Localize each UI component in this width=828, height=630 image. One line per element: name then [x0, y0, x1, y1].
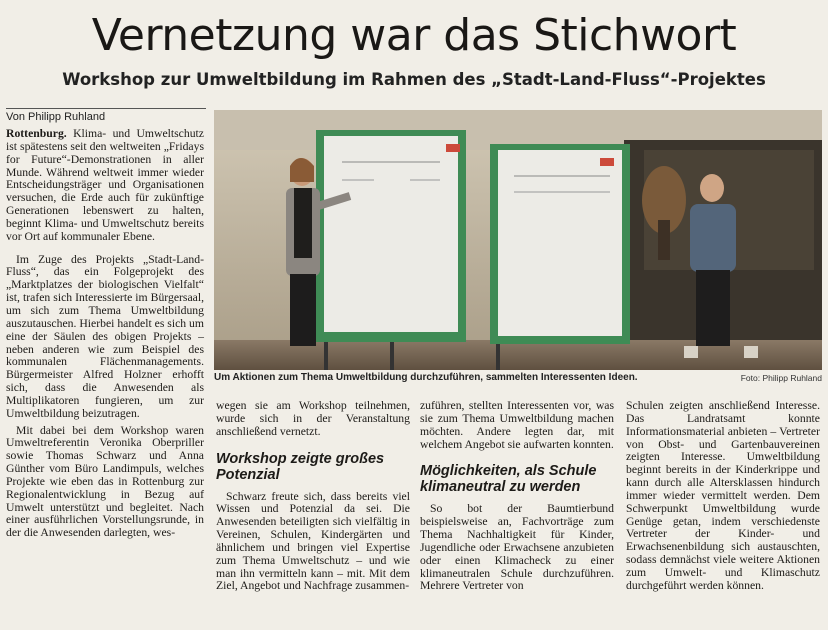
paragraph: Schulen zeigten anschließend Interesse. Das Landratsamt konnte Informationsmaterial anbieten – Vertreter von Obst- und Gartenbauvereinen zeigten Interesse. Umweltbildung beginnt bereits in der Kinderkrippe und kann durch alle Altersklassen hindurch immer wieder vermittelt werden. Dem Schwerpunkt Umweltbildung wurde Genüge getan, indem verschiedenste Vertreter der Kinder- und Erwachsenenbildung sich austauschten, sodass demnächst viele weitere Aktionen zum Umwelt- und Klimaschutz durchgeführt werden können. — [626, 399, 820, 592]
column-1 — [6, 128, 204, 540]
paragraph: zuführen, stellten Interessenten vor, was sie zum Thema Umweltbildung machen möchten. Andere legten dar, mit welchem Angebot sie aufwarten konnten. — [420, 399, 614, 451]
lead-text: Klima- und Umweltschutz ist spätestens seit den weltweiten „Fridays for Future“-Demonstrationen in aller Munde. Während weltweit immer wieder Entscheidungsträger und Organisationen versuchen, die Erde auch für zukünftige Generationen lebenswert zu halten, beginnt Klima- und Umweltschutz bereits vor Ort auf kommunaler Ebene. — [6, 127, 204, 243]
paragraph: Schwarz freute sich, dass bereits viel Wissen und Potenzial da sei. Die Anwesenden beteiligten sich vielfältig in Vereinen, Schulen, Kindergärten und ähnlichem und bringen viel Expertise zum Thema Umweltschutz – und wie man ihn vermitteln kann – mit. Mit dem Ziel, Angebot und Nachfrage zusammen- — [216, 489, 410, 593]
byline-rule — [6, 108, 206, 109]
headline: Vernetzung war das Stichwort — [91, 10, 737, 61]
byline: Von Philipp Ruhland — [6, 111, 106, 123]
paragraph: Im Zuge des Projekts „Stadt-Land-Fluss“, das ein Folgeprojekt des „Marktplatzes der biologischen Vielfalt“ ist, trafen sich Interessierte im Bürgersaal, um sich zum Thema Umweltbildung auszutauschen. Hierbei handelt es sich um eine der Säulen des obigen Projekts – neben anderen wie zum Beispiel des kommunalen Flächenmanagements. Bürgermeister Alfred Holzner erhofft sich, dass die Anwesenden als Multiplikatoren fungieren, um zur Umweltbildung beizutragen. — [6, 252, 204, 420]
dateline: Rottenburg. — [6, 127, 67, 140]
paragraph: Mit dabei bei dem Workshop waren Umweltreferentin Veronika Oberpriller sowie Thomas Schwarz und Anna Günther vom Büro Landimpuls, welches Projekte wie eben das in Rottenburg zur Regionalentwicklung in Bezug auf Umwelt unterstützt und begleitet. Nach einer ausführlichen Vorstellungsrunde, in der die Anwesenden darlegten, wes- — [6, 423, 204, 540]
article-photo — [214, 110, 822, 370]
column-2 — [216, 400, 410, 593]
lead-paragraph — [6, 128, 204, 244]
column-3 — [420, 400, 614, 593]
paragraph: So bot der Baumtierbund beispielsweise an, Fachvorträge zum Thema Nachhaltigkeit für Kinder, Jugendliche oder Erwachsene anzubieten oder einen Klimacheck zu einer klimaneutralen Schule durchzuführen. Mehrere Vertreter von — [420, 502, 614, 593]
photo-caption: Um Aktionen zum Thema Umweltbildung durchzuführen, sammelten Interessenten Ideen. — [214, 372, 638, 383]
person-man — [700, 174, 724, 202]
subheading: Workshop zeigte großes Potenzial — [216, 450, 385, 483]
column-4 — [626, 400, 820, 593]
subheading: Möglichkeiten, als Schule klimaneutral zu werden — [420, 463, 597, 496]
photo-illustration — [214, 110, 822, 370]
paragraph: wegen sie am Workshop teilnehmen, wurde sich in der Veranstaltung anschließend vernetzt. — [216, 399, 410, 438]
photo-credit: Foto: Philipp Ruhland — [740, 373, 822, 383]
subheadline: Workshop zur Umweltbildung im Rahmen des „Stadt-Land-Fluss“-Projektes — [62, 70, 766, 89]
